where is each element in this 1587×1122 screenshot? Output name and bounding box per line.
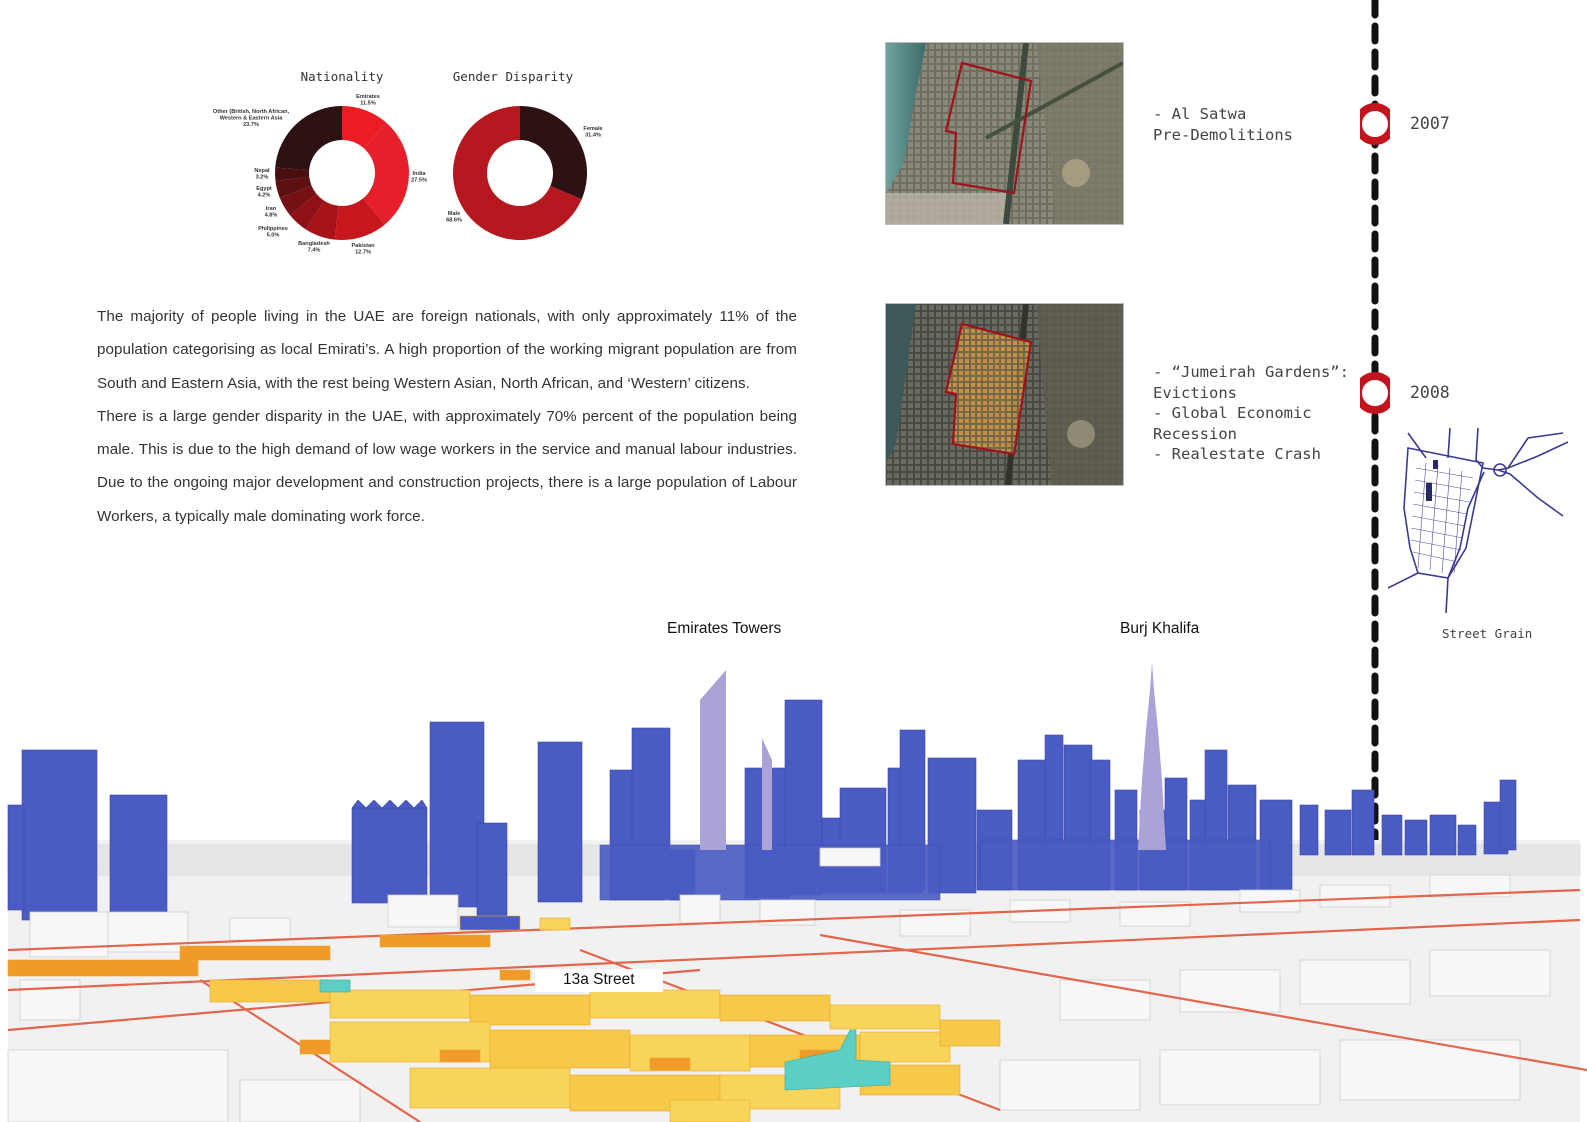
slice-value-iran: 4.8% [264, 212, 278, 219]
paragraph-gender: There is a large gender disparity in the UAE, with approximately 70% percent of the population being male. This is due to the high demand of low wage workers in the service and manual labour industries. Due to the ongoing major development and construction projects, there is a large population of Labour Workers, a typically male dominating work force. [97, 407, 797, 525]
slice-label-egypt: Egypt [256, 186, 272, 192]
aerial-image-2007 [885, 42, 1124, 225]
paragraph-nationality: The majority of people living in the UAE are foreign nationals, with only approximately 11% of the population categorising as local Emirati’s. A high proportion of the working migrant population are from South and Eastern Asia, with the rest being Western Asian, North African, and ‘Western’ citizens. [97, 308, 797, 392]
gender-donut [453, 106, 587, 240]
timeline-marker-2007 [1360, 107, 1390, 141]
slice-value-bangladesh: 7.4% [307, 247, 321, 254]
slice-female [520, 106, 587, 199]
slice-label-other-british-north-african-we: Other (British, North African, Western & Eastern Asia [212, 109, 290, 122]
slice-value-pakistan: 12.7% [355, 249, 371, 256]
nationality-chart-title: Nationality [300, 69, 384, 84]
timeline-year-2007: 2007 [1410, 114, 1450, 133]
slice-value-india: 27.5% [411, 177, 427, 184]
nationality-donut [275, 106, 409, 240]
slice-label-emirates: Emirates [356, 94, 380, 100]
timeline-marker-2008 [1360, 376, 1390, 410]
slice-label-philippines: Philippines [258, 226, 288, 232]
slice-other-british-north-african-we [275, 106, 342, 170]
burj-khalifa [1138, 662, 1166, 850]
timeline-event-2007: - Al Satwa Pre-Demolitions [1153, 105, 1293, 144]
slice-label-bangladesh: Bangladesh [298, 241, 330, 247]
slice-label-india: India [412, 171, 426, 177]
street-grain-caption: Street Grain [1442, 626, 1533, 641]
slice-value-philippines: 5.0% [266, 232, 280, 239]
timeline-event-2008: - “Jumeirah Gardens”: Evictions - Global Economic Recession - Realestate Crash [1153, 363, 1349, 463]
city-skyline-render [0, 650, 1587, 1122]
slice-label-female: Female [583, 126, 603, 132]
slice-label-nepal: Nepal [254, 168, 270, 174]
slice-value-other-british-north-african-we: 23.7% [243, 122, 259, 128]
slice-value-emirates: 11.5% [360, 100, 376, 107]
demographic-donut-charts [200, 60, 640, 270]
slice-label-iran: Iran [265, 206, 277, 212]
caption-burj-khalifa: Burj Khalifa [1120, 620, 1200, 637]
slice-value-egypt: 4.2% [257, 192, 271, 199]
slice-value-female: 31.4% [585, 132, 601, 139]
slice-value-male: 68.6% [446, 217, 462, 224]
slice-value-nepal: 3.2% [255, 174, 269, 181]
street-grain-diagram [1388, 428, 1583, 618]
caption-13a-street: 13a Street [535, 969, 663, 992]
timeline-year-2008: 2008 [1410, 383, 1450, 402]
caption-emirates-towers: Emirates Towers [667, 620, 782, 637]
emirates-towers [700, 670, 726, 850]
slice-label-pakistan: Pakistan [351, 243, 375, 249]
body-text [97, 300, 797, 533]
gender-chart-title: Gender Disparity [452, 69, 574, 84]
aerial-image-2008 [885, 303, 1124, 486]
slice-label-male: Male [447, 211, 461, 217]
